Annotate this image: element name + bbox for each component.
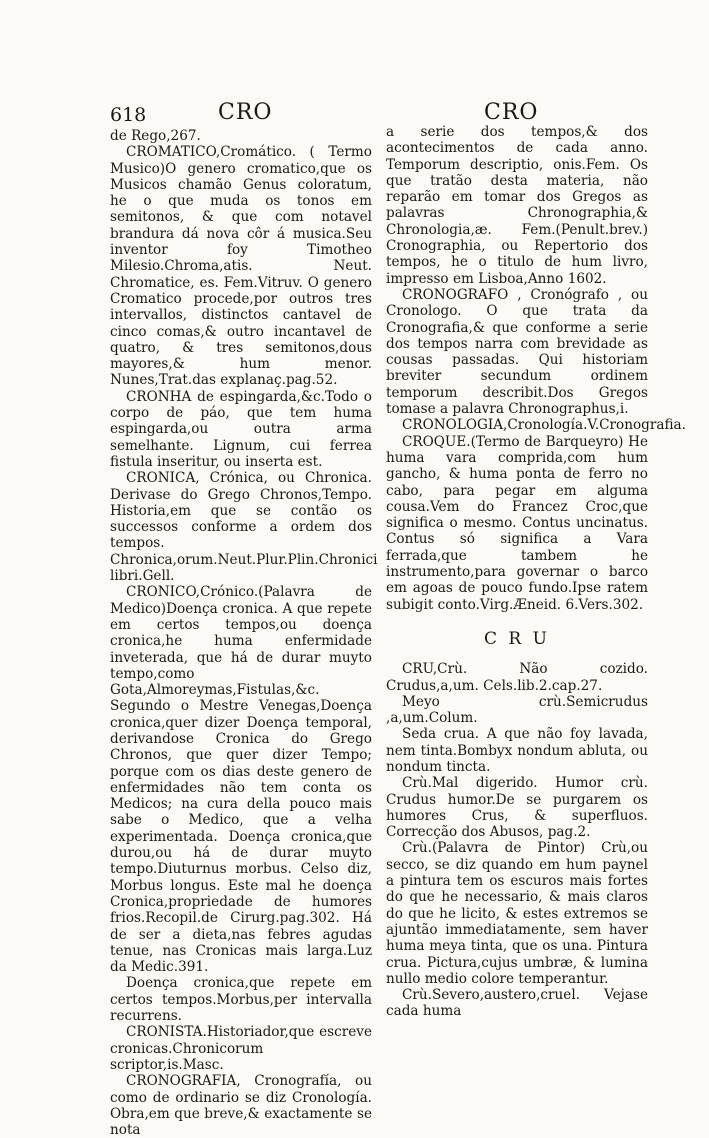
entry-cronografo: CRONOGRAFO , Cronógrafo , ou Cronologo. O que trata da Cronografia,& que conforme a serie dos tempos narra com brevidade as cousas passadas. Qui historiam breviter secundum ordinem temporum describit.Dos Gregos tomase a palavra Chronographus,i. (386, 286, 648, 418)
entry-continuation-right: a serie dos tempos,& dos acontecimentos de cada anno. Temporum descriptio, onis.Fem. Os que tratão desta materia, não reparão em tomar dos Gregos as palavras Chronographia,& Chronologia,æ. Fem.(Penult.brev.) Cronographia, ou Repertorio dos tempos, he o titulo de hum livro, impresso em Lisboa,Anno 1602. (386, 124, 648, 287)
entry-cru: CRU,Crù. Não cozido. Crudus,a,um. Cels.lib.2.cap.27. (386, 661, 648, 694)
entry-cru-severo: Crù.Severo,austero,cruel. Vejase cada huma (386, 987, 648, 1020)
entry-cru-pintor: Crù.(Palavra de Pintor) Crù,ou secco, se diz quando em hum paynel a pintura tem os escuros mais fortes do que he necessario, & mais claros do que he licito, & estes extremos se ajuntão immediatamente, sem haver huma meya tinta, que os una. Pintura crua. Pictura,cujus umbræ, & lumina nullo medio colore temperantur. (386, 840, 648, 987)
left-column (110, 128, 378, 1138)
entry-croque: CROQUE.(Termo de Barqueyro) He huma vara comprida,com hum gancho, & huma ponta de ferro no cabo, para pegar em alguma cousa.Vem do Francez Croc,que significa o mesmo. Contus uncinatus. Contus só significa a Vara ferrada,que tambem he instrumento,para governar o barco em agoas de pouco fundo.Ipse ratem subigit conto.Virg.Æneid. 6.Vers.302. (386, 433, 648, 613)
entry-cru-mal-digerido: Crù.Mal digerido. Humor crù. Crudus humor.De se purgarem os humores Crus, & superfluos. Correcção dos Abusos, pag.2. (386, 775, 648, 841)
right-column (386, 124, 686, 1020)
entry-cronista: CRONISTA.Historiador,que escreve cronicas.Chronicorum scriptor,is.Masc. (110, 1024, 372, 1073)
entry-seda-crua: Seda crua. A que não foy lavada, nem tinta.Bombyx nondum abluta, ou nondum tincta. (386, 726, 648, 775)
section-heading: C R U (484, 628, 550, 649)
entry-cronha: CRONHA de espingarda,&c.Todo o corpo de páo, que tem huma espingarda,ou outra arma semelhante. Lignum, cui ferrea fistula inseritur, ou inserta est. (110, 388, 372, 470)
entry-cronografia: CRONOGRAFIA, Cronografía, ou como de ordinario se diz Cronología. Obra,em que breve,& exactamente se nota (110, 1073, 372, 1138)
page-number: 618 (110, 104, 147, 126)
entry-continuation: de Rego,267. (110, 128, 201, 144)
left-running-head: CRO (218, 100, 273, 125)
entry-cronica: CRONICA, Crónica, ou Chronica. Derivase do Grego Chronos,Tempo. Historia,em que se contão os successos conforme a ordem dos tempos. Chronica,orum.Neut.Plur.Plin.Chronici libri.Gell. (110, 470, 378, 585)
entry-cronologia: CRONOLOGIA,Cronología.V.Cronografia. (402, 417, 686, 434)
right-running-head: CRO (484, 100, 539, 125)
entry-meyo-cru: Meyo crù.Semicrudus ,a,um.Colum. (386, 693, 648, 727)
entry-doenca-cronica: Doença cronica,que repete em certos tempos.Morbus,per intervalla recurrens. (110, 975, 372, 1025)
entry-cronico: CRONICO,Crónico.(Palavra de Medico)Doença cronica. A que repete em certos tempos,ou doença cronica,he huma enfermidade inveterada, que há de durar muyto tempo,como Gota,Almoreymas,Fistulas,&c. Segundo o Mestre Venegas,Doença cronica,quer dizer Doença temporal, derivandose Cronica do Grego Chronos, que quer dizer Tempo; porque com os dias deste genero de enfermidades não tem conta os Medicos; na cura della pouco mais sabe o Medico, que a velha experimentada. Doença cronica,que durou,ou há de durar muyto tempo.Diuturnus morbus. Celso diz, Morbus longus. Este mal he doença Cronica,propriedade de humores frios.Recopil.de Cirurg.pag.302. Há de ser a dieta,nas febres agudas tenue, nas Cronicas mais larga.Luz da Medic.391. (110, 584, 372, 976)
entry-cromatico: CROMATICO,Cromático. ( Termo Musico)O genero cromatico,que os Musicos chamão Genus coloratum, he o que muda os tonos em semitonos, & que com notavel brandura dá nova côr á musica.Seu inventor foy Timotheo Milesio.Chroma,atis. Neut. Chromatice, es. Fem.Vitruv. O genero Cromatico procede,por outros tres intervallos, distinctos cantavel de cinco comas,& outro incantavel de quatro, & tres semitonos,dous mayores,& hum menor. Nunes,Trat.das explanaç.pag.52. (110, 144, 372, 389)
